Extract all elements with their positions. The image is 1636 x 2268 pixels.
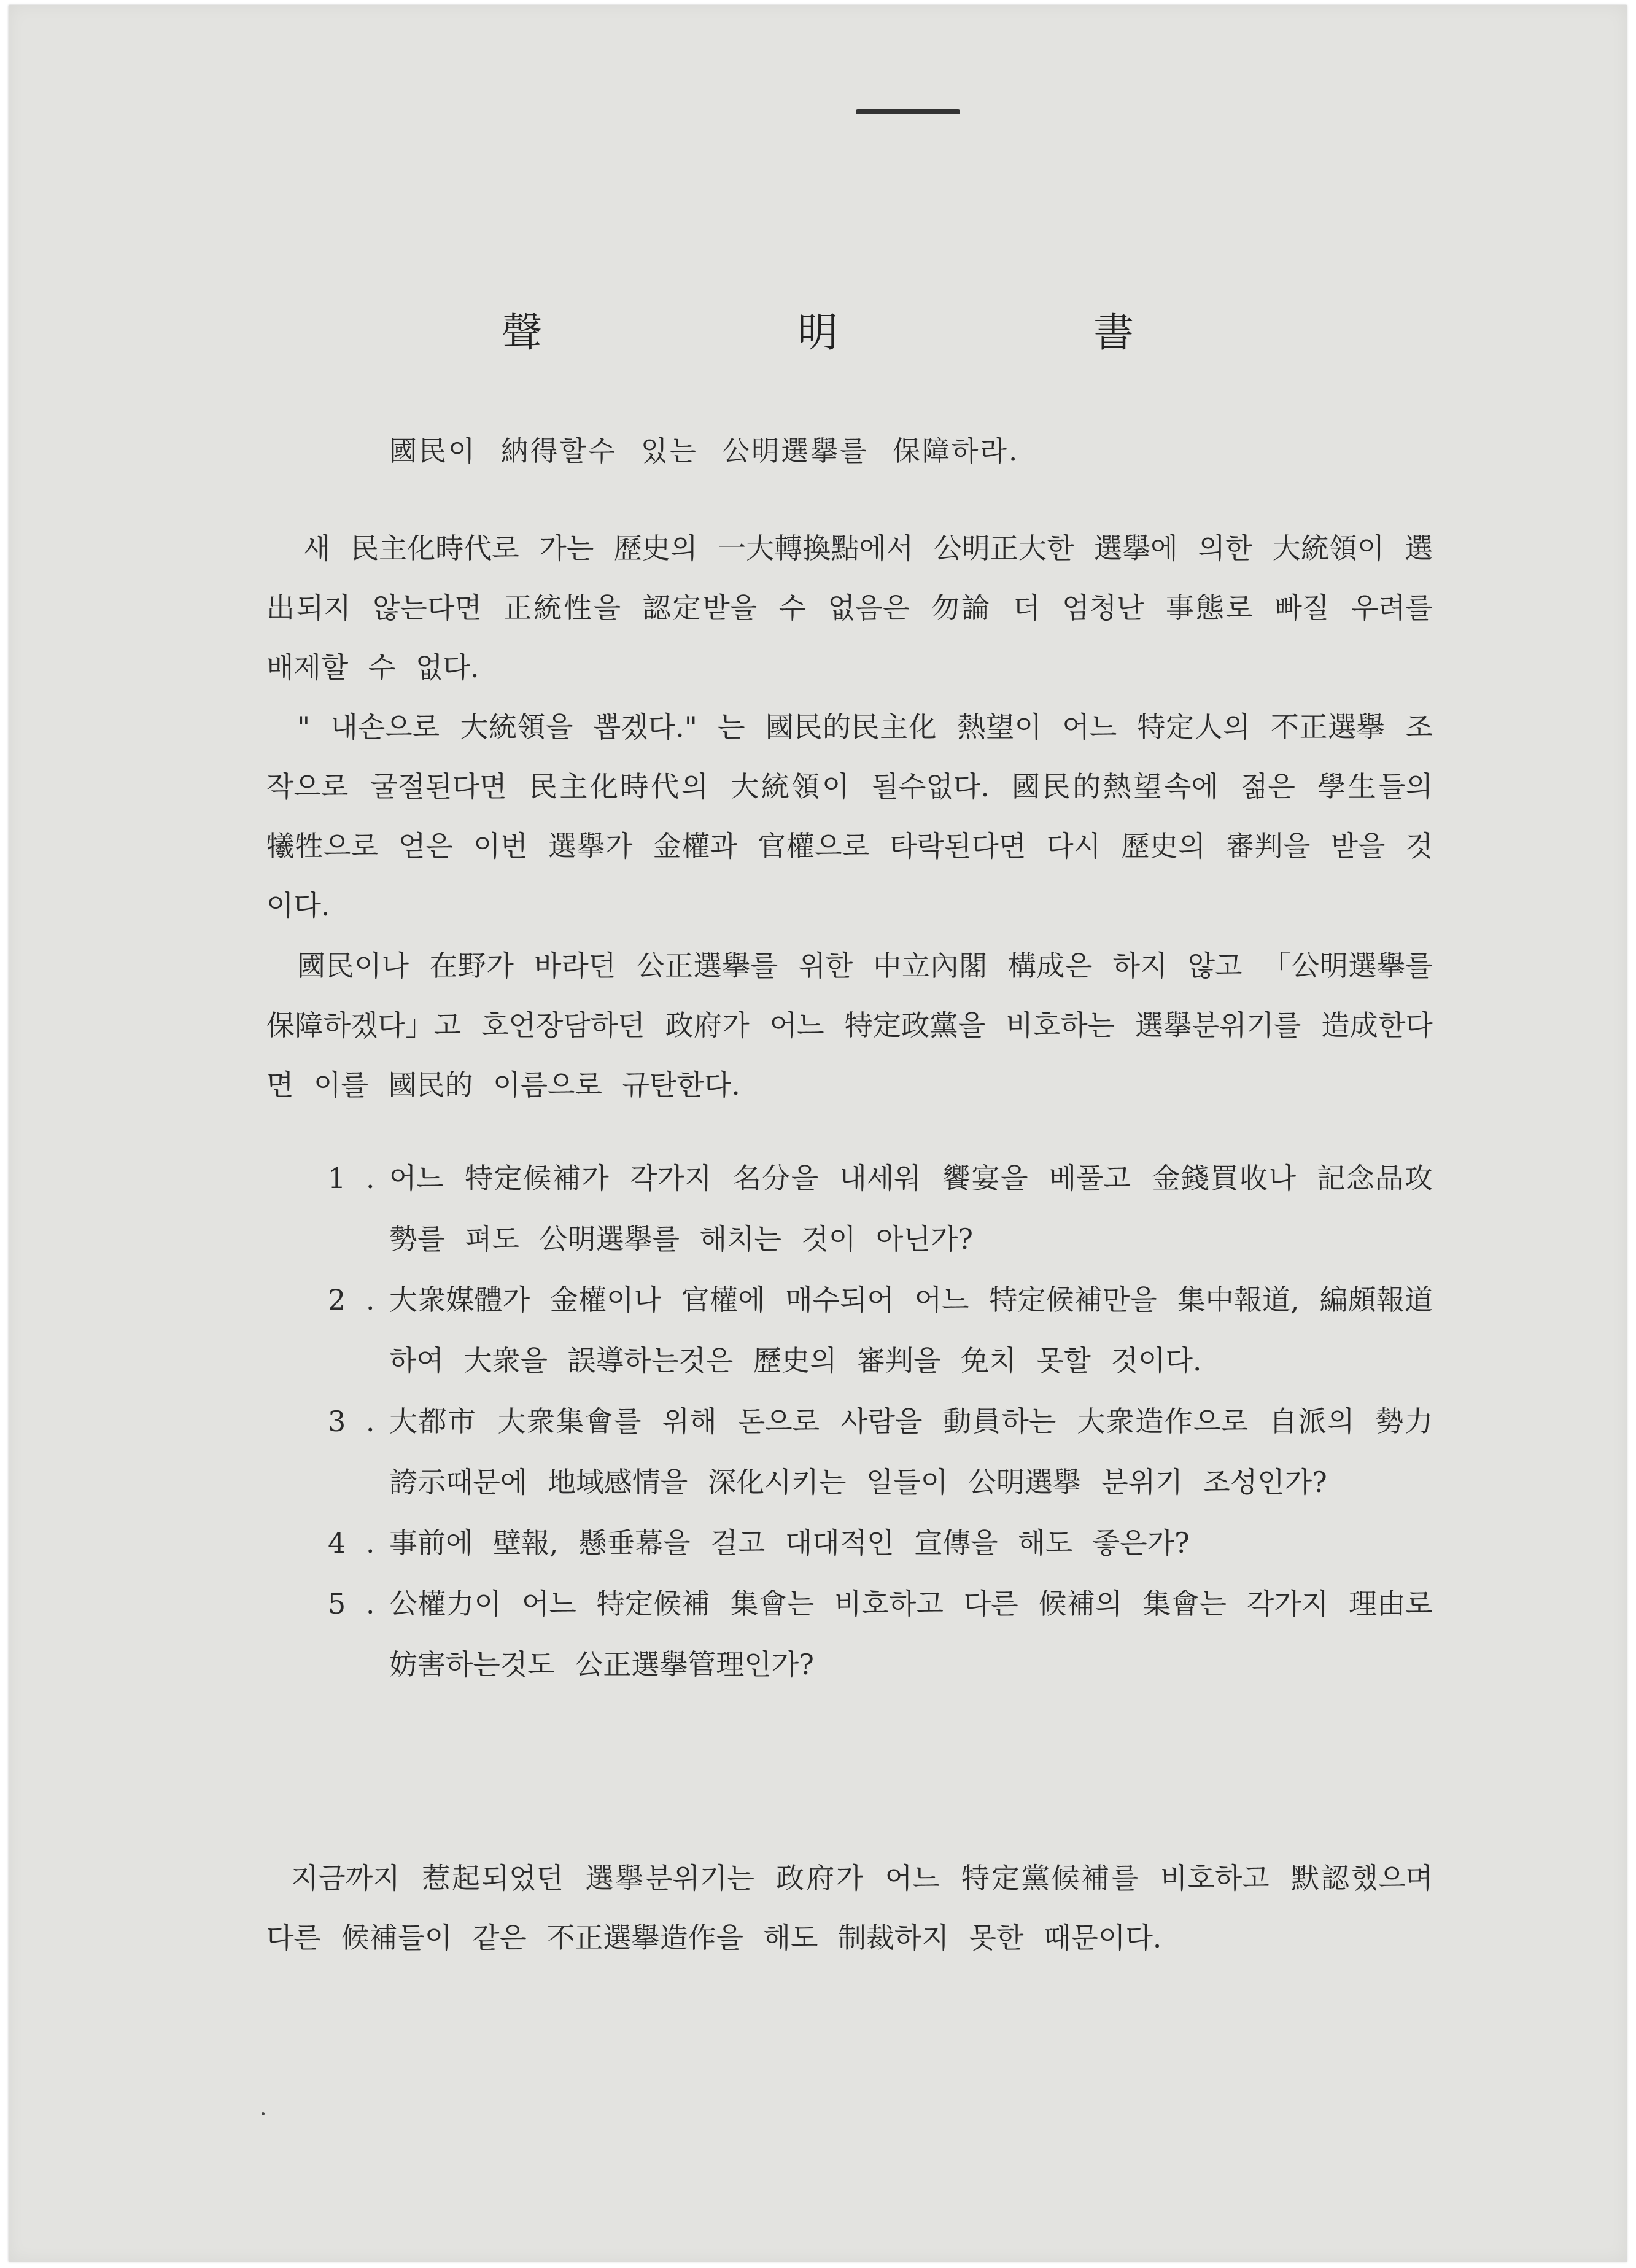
paragraph-3: 國民이나 在野가 바라던 公正選擧를 위한 中立內閣 構成은 하지 않고 「公明選擧를 保障하겠다」고 호언장담하던 政府가 어느 特定政黨을 비호하는 選擧분위기를 造成한다면 이를 國民的 이름으로 규탄한다.: [266, 949, 1433, 1101]
grievance-list: [328, 1148, 1433, 1695]
ink-speck: [262, 2112, 265, 2115]
list-item-text: 事前에 壁報, 懸垂幕을 걸고 대대적인 宣傳을 해도 좋은가?: [389, 1526, 1190, 1559]
top-page-mark: [856, 109, 960, 114]
list-item-text: 大衆媒體가 金權이나 官權에 매수되어 어느 特定候補만을 集中報道, 編頗報道하여 大衆을 誤導하는것은 歷史의 審判을 免치 못할 것이다.: [389, 1283, 1433, 1377]
list-item-text: 어느 特定候補가 각가지 名分을 내세워 饗宴을 베풀고 金錢買收나 記念品攻勢를 펴도 公明選擧를 해치는 것이 아닌가?: [389, 1162, 1433, 1256]
list-item-number: 2 .: [328, 1283, 375, 1316]
list-item-number: 4 .: [328, 1526, 375, 1559]
document-title: 聲 明 書: [502, 309, 1241, 356]
list-item: [328, 1270, 1433, 1391]
document-subtitle: 國民이 納得할수 있는 公明選擧를 保障하라.: [389, 435, 1020, 467]
list-item-number: 1 .: [328, 1162, 375, 1195]
list-item-number: 3 .: [328, 1405, 375, 1438]
paragraph-1: 새 民主化時代로 가는 歷史의 一大轉換點에서 公明正大한 選擧에 의한 大統領이 選出되지 않는다면 正統性을 認定받을 수 없음은 勿論 더 엄청난 事態로 빠질 우려를 배제할 수 없다.: [266, 532, 1433, 684]
list-item-text: 大都市 大衆集會를 위해 돈으로 사람을 動員하는 大衆造作으로 自派의 勢力誇示때문에 地域感情을 深化시키는 일들이 公明選擧 분위기 조성인가?: [389, 1405, 1433, 1499]
list-item-number: 5 .: [328, 1587, 375, 1620]
list-item: [328, 1574, 1433, 1695]
list-item: [328, 1148, 1433, 1270]
closing-paragraph: 지금까지 惹起되었던 選擧분위기는 政府가 어느 特定黨候補를 비호하고 默認했으며 다른 候補들이 같은 不正選擧造作을 해도 制裁하지 못한 때문이다.: [266, 1862, 1433, 1954]
paragraph-2: " 내손으로 大統領을 뽑겠다." 는 國民的民主化 熱望이 어느 特定人의 不正選擧 조작으로 굴절된다면 民主化時代의 大統領이 될수없다. 國民的熱望속에 젊은 學生들의 犧牲으로 얻은 이번 選擧가 金權과 官權으로 타락된다면 다시 歷史의 審判을 받을 것이다.: [266, 710, 1433, 922]
list-item: [328, 1391, 1433, 1513]
document-page: [9, 5, 1627, 2262]
list-item: [328, 1513, 1433, 1574]
list-item-text: 公權力이 어느 特定候補 集會는 비호하고 다른 候補의 集會는 각가지 理由로 妨害하는것도 公正選擧管理인가?: [389, 1587, 1433, 1681]
